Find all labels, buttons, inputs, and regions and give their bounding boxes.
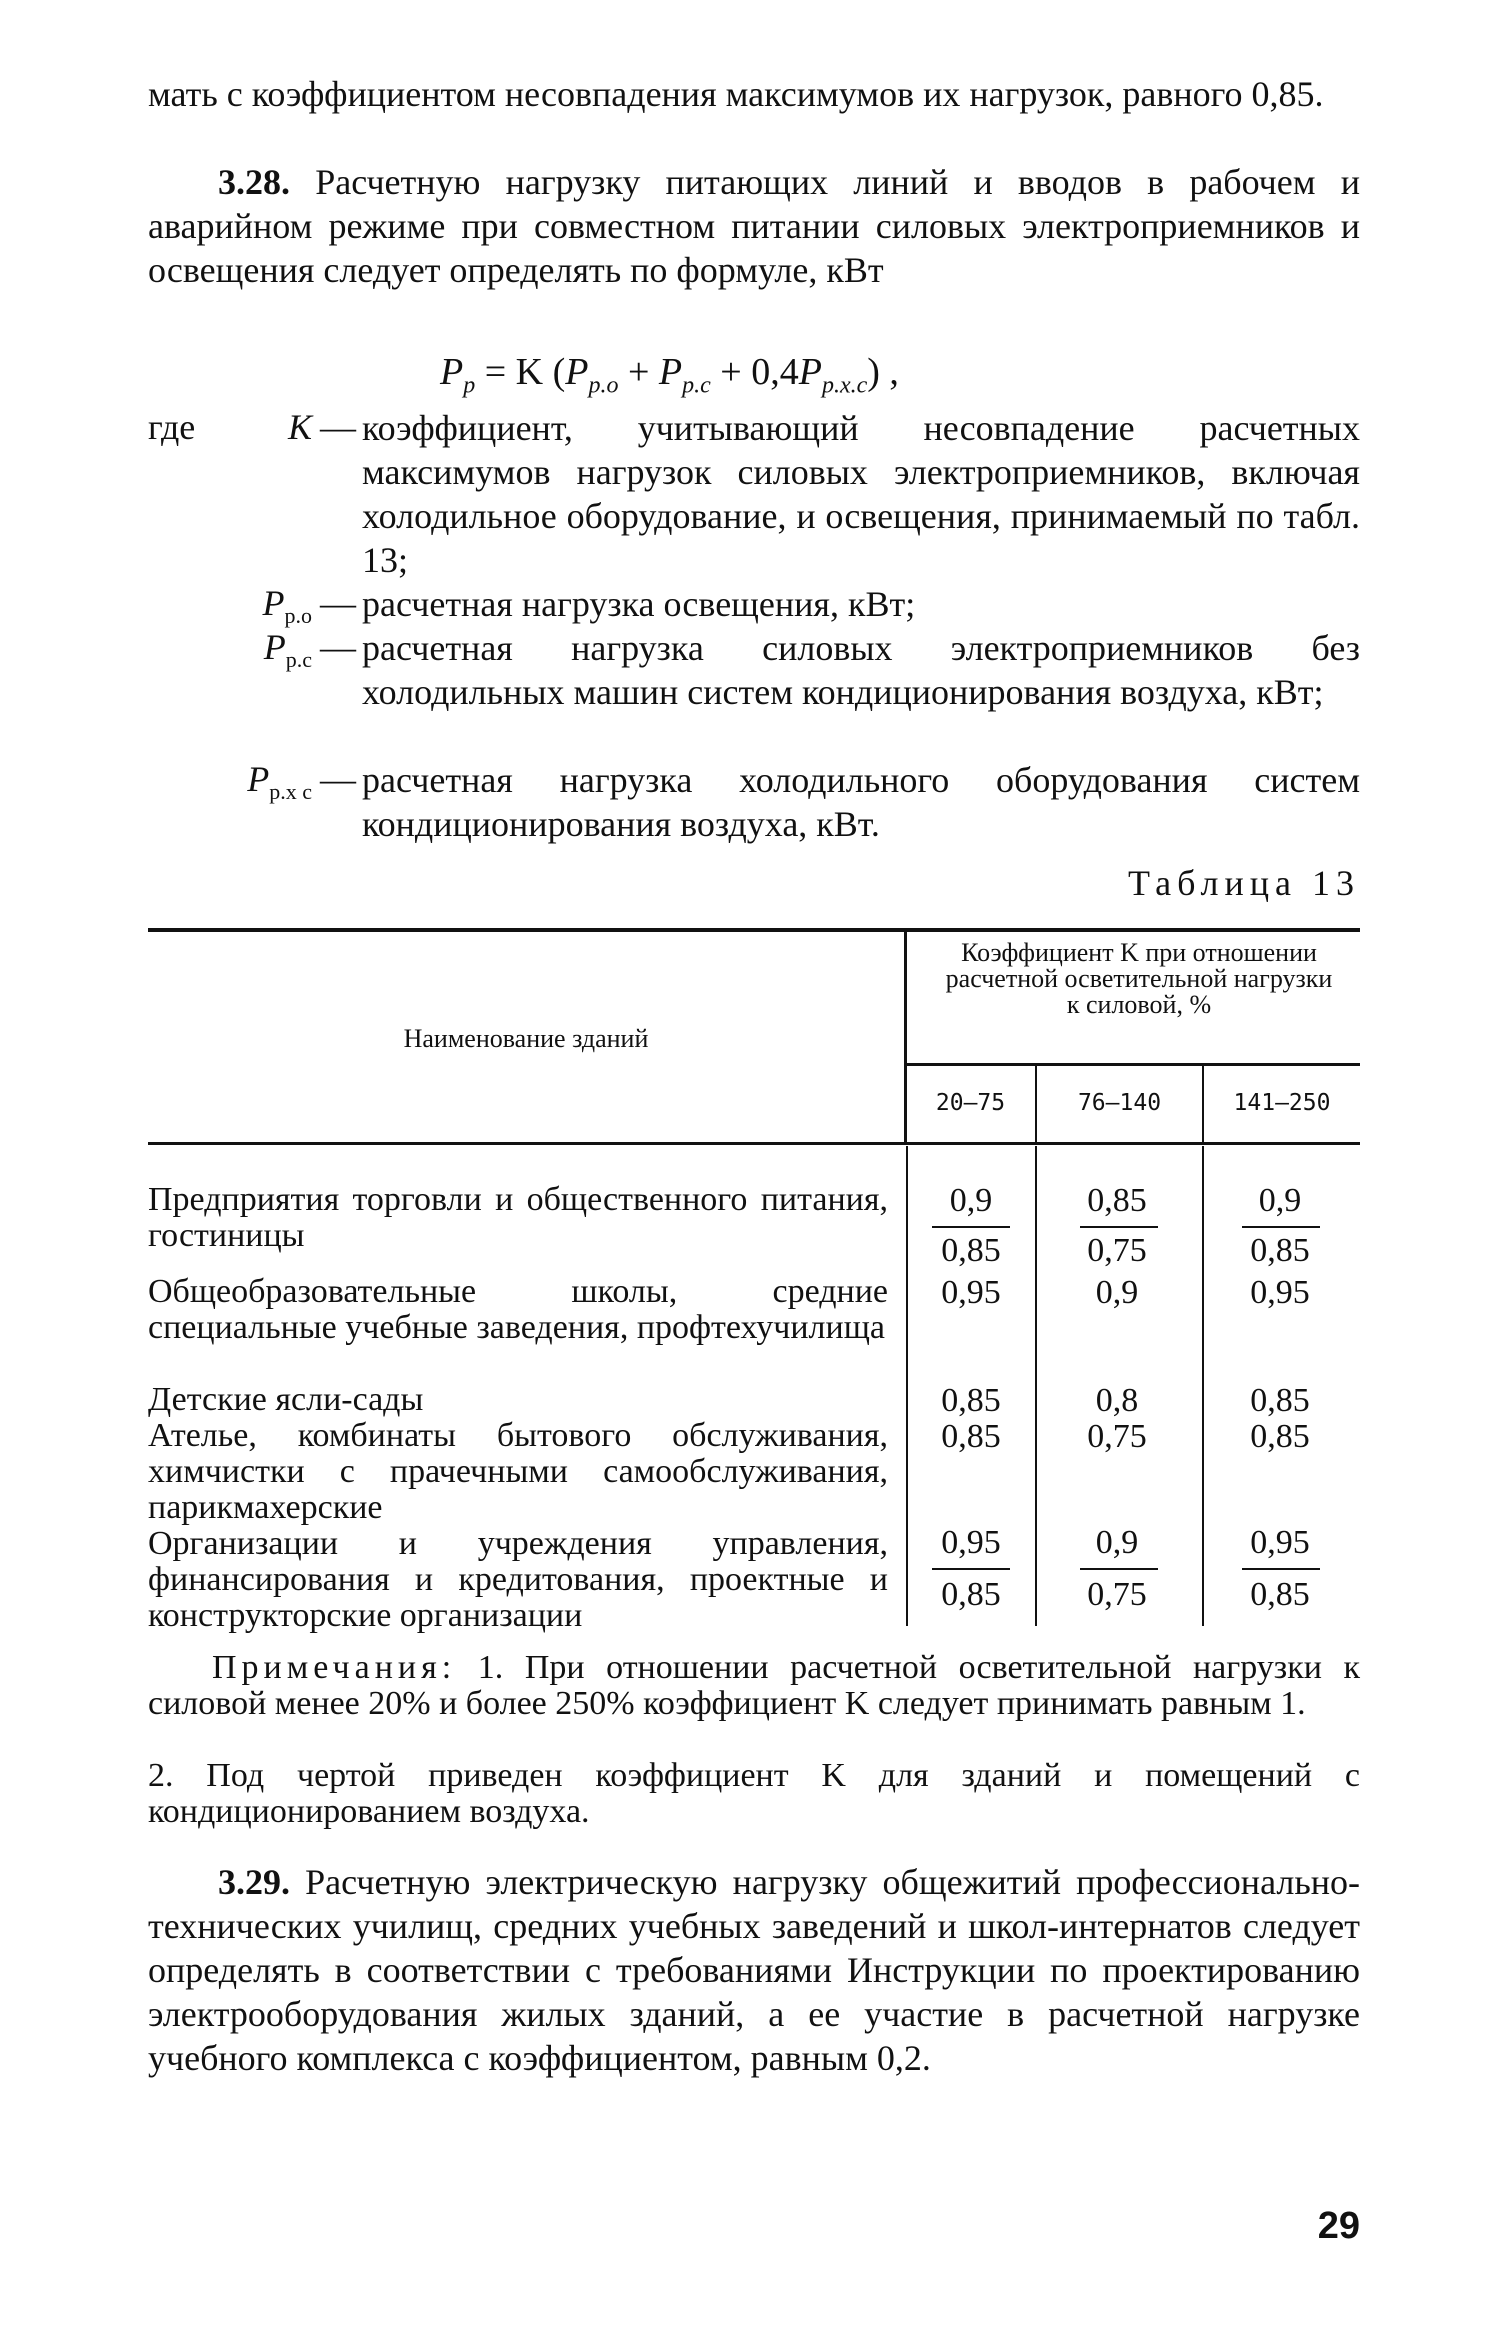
table-cell: 0,85 <box>941 1232 1001 1269</box>
table-cell: 0,85 <box>941 1382 1001 1419</box>
def-text-prs: расчетная нагрузка силовых электроприемников без холодильных машин систем кондиционирования воздуха, кВт; <box>362 628 1360 712</box>
table-vline-body <box>1202 1146 1204 1626</box>
page-number: 29 <box>1317 2205 1360 2247</box>
table-header-name: Наименование зданий <box>403 1024 649 1053</box>
table-row-label: Общеобразовательные школы, средние специальные учебные заведения, профтехучилища <box>148 1273 888 1346</box>
table-vline-body <box>906 1146 908 1626</box>
table-row-label: Организации и учреждения управления, финансирования и кредитования, проектные и конструкторские организации <box>148 1525 888 1634</box>
table-row-label: Детские ясли-сады <box>148 1381 424 1418</box>
intro-paragraph: мать с коэффициентом несовпадения максимумов их нагрузок, равного 0,85. <box>148 74 1324 114</box>
def-symbol-prxs: $P_{р.х с}$ <box>247 759 312 805</box>
table-cell: 0,8 <box>1095 1382 1139 1419</box>
table-top-rule <box>148 928 1360 932</box>
table-cell: 0,85 <box>1250 1418 1310 1455</box>
def-dash: — <box>320 583 356 623</box>
table-cell: 0,85 <box>1250 1232 1310 1269</box>
def-symbol-pro: $P_{р.о}$ <box>262 583 312 629</box>
table-cell: 0,85 <box>941 1576 1001 1613</box>
table-note-1: Примечания: 1. При отношении расчетной осветительной нагрузки к силовой менее 20% и более 250% коэффициент K следует принимать равным 1. <box>148 1649 1361 1722</box>
def-text-k: коэффициент, учитывающий несовпадение расчетных максимумов нагрузок силовых электроприемников, включая холодильное оборудование, и освещения, принимаемый по табл. 13; <box>362 408 1360 580</box>
table-cell: 0,9 <box>949 1182 993 1219</box>
fraction-bar <box>932 1568 1010 1570</box>
def-dash: — <box>320 759 356 799</box>
table-vline-body <box>1035 1146 1037 1626</box>
table-subheader: 141—250 <box>1233 1090 1331 1116</box>
def-symbol-k: K <box>287 407 312 447</box>
table-note-2: 2. Под чертой приведен коэффициент K для зданий и помещений с кондиционированием воздуха. <box>148 1757 1360 1830</box>
def-text-pro: расчетная нагрузка освещения, кВт; <box>362 584 916 624</box>
table-subheader: 20—75 <box>935 1090 1006 1116</box>
table-cell: 0,75 <box>1087 1576 1147 1613</box>
table-subheader-rule <box>906 1063 1360 1066</box>
table-cell: 0,95 <box>1250 1524 1310 1561</box>
table-cell: 0,85 <box>1087 1182 1147 1219</box>
table-row-label: Ателье, комбинаты бытового обслуживания, химчистки с прачечными самообслуживания, парикмахерские <box>148 1417 888 1526</box>
table-cell: 0,95 <box>941 1274 1001 1311</box>
table-subheader: 76—140 <box>1077 1090 1162 1116</box>
table-cell: 0,85 <box>1250 1382 1310 1419</box>
table-row-label: Предприятия торговли и общественного питания, гостиницы <box>148 1181 888 1254</box>
table-cell: 0,85 <box>941 1418 1001 1455</box>
fraction-bar <box>932 1226 1010 1228</box>
def-dash: — <box>320 407 356 447</box>
def-text-prxs: расчетная нагрузка холодильного оборудования систем кондиционирования воздуха, кВт. <box>362 760 1360 844</box>
table-cell: 0,75 <box>1087 1232 1147 1269</box>
section-3-29 <box>148 1860 1360 2080</box>
table-caption: Таблица 13 <box>1128 863 1360 903</box>
table-cell: 0,95 <box>941 1524 1001 1561</box>
def-symbol-prs: $P_{р.с}$ <box>263 627 312 673</box>
notes-label: Примечания: <box>212 1649 457 1686</box>
fraction-bar <box>1242 1568 1320 1570</box>
table-cell: 0,9 <box>1095 1274 1139 1311</box>
table-cell: 0,85 <box>1250 1576 1310 1613</box>
table-header-group: Коэффициент K при отношении расчетной осветительной нагрузки к силовой, % <box>945 938 1333 1019</box>
fraction-bar <box>1242 1226 1320 1228</box>
section-text: Расчетную электрическую нагрузку общежитий профессионально-технических училищ, средних учебных заведений и школ-интернатов следует определять в соответствии с требованиями Инструкции по проектированию электрооборудования жилых зданий, а ее участие в расчетной нагрузке учебного комплекса с коэффициентом, равным 0,2. <box>148 1862 1360 2078</box>
section-number: 3.28. <box>218 162 290 202</box>
table-cell: 0,95 <box>1250 1274 1310 1311</box>
section-number: 3.29. <box>218 1862 290 1902</box>
section-text: Расчетную нагрузку питающих линий и вводов в рабочем и аварийном режиме при совместном питании силовых электроприемников и освещения следует определять по формуле, кВт <box>148 162 1360 290</box>
where-label: где <box>148 407 196 447</box>
table-header-rule <box>148 1142 1360 1145</box>
formula: $P_р = K$ $(P_{р.о} + P_{р.с} + 0,4P_{р.х.с})$ , <box>440 351 899 399</box>
table-cell: 0,75 <box>1087 1418 1147 1455</box>
table-cell: 0,9 <box>1258 1182 1302 1219</box>
fraction-bar <box>1080 1226 1158 1228</box>
def-dash: — <box>320 627 356 667</box>
fraction-bar <box>1080 1568 1158 1570</box>
section-3-28 <box>148 160 1360 292</box>
table-cell: 0,9 <box>1095 1524 1139 1561</box>
